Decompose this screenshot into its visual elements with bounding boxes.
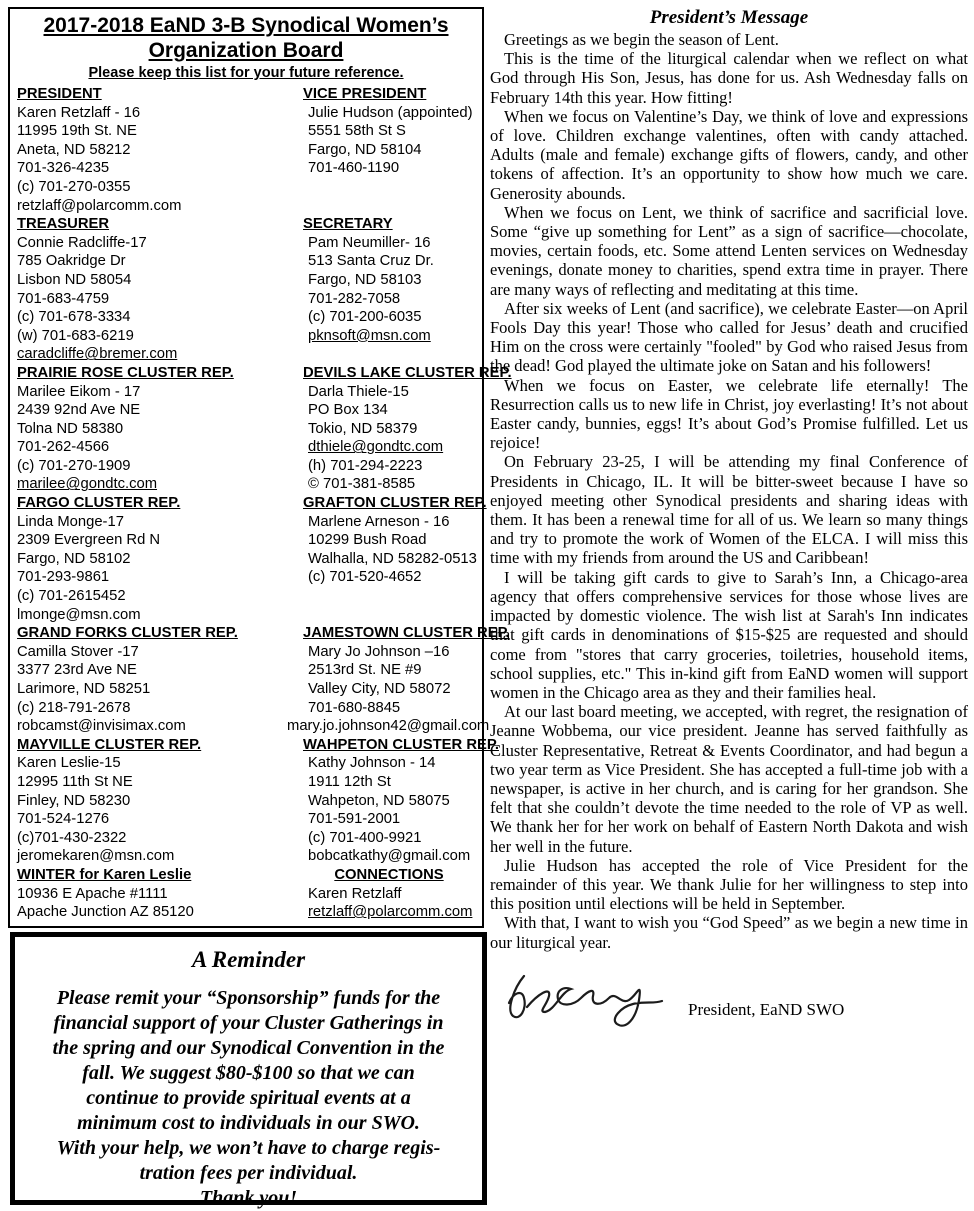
reminder-line: tration fees per individual.	[139, 1162, 358, 1184]
board-entry-line: Kathy Johnson - 14	[308, 755, 436, 772]
reminder-title: A Reminder	[191, 947, 306, 972]
message-paragraph: Julie Hudson has accepted the role of Vice President for the remainder of this year. We thank Julie for her willingness to step into this position until elections will be held in September.	[490, 855, 968, 914]
board-column-left	[17, 85, 303, 922]
board-entry	[17, 736, 303, 866]
board-entry-line: retzlaff@polarcomm.com	[17, 197, 182, 214]
board-entry	[303, 494, 487, 624]
board-entry-line: (c)701-430-2322	[17, 829, 127, 846]
board-entry-line	[303, 587, 475, 606]
reminder-body	[15, 986, 482, 1211]
board-subtitle: Please keep this list for your future reference.	[88, 65, 404, 81]
board-entry-line: 701-591-2001	[308, 811, 401, 828]
board-entry-line: 701-326-4235	[17, 160, 110, 177]
reminder-line: financial support of your Cluster Gatherings in	[53, 1012, 444, 1034]
board-entry-line: Walhalla, ND 58282-0513	[308, 550, 477, 567]
reminder-line: With your help, we won’t have to charge regis-	[56, 1137, 441, 1159]
board-entry-line: Linda Monge-17	[17, 513, 124, 530]
message-paragraph: When we focus on Lent, we think of sacrifice and sacrificial love. Some “give up something for Lent” as a sign of sacrifice—chocolate, movies, certain foods, etc. Some attend Lenten services on Wednesday evenings, donate money to charities, spend extra time in prayer. There are many ways of reflecting and meditating at this time.	[490, 202, 968, 299]
board-entry-line: Wahpeton, ND 58075	[308, 792, 450, 809]
signature-role-label: President, EaND SWO	[688, 999, 845, 1019]
message-paragraph: On February 23-25, I will be attending my final Conference of Presidents in Chicago, IL. It will be bitter-sweet because I have so enjoyed meeting other Synodical presidents and sharing ideas with them. It has been a renewal time for all of us. We learn so many things and try to promote the work of Women of the ELCA. I will miss this time with my friends from around the US and Caribbean!	[490, 452, 968, 568]
board-entry	[17, 866, 303, 922]
board-entry-line: (w) 701-683-6219	[17, 327, 134, 344]
board-entry	[303, 866, 475, 922]
email-text: pknsoft@msn.com	[308, 327, 431, 344]
board-entry	[17, 364, 303, 494]
board-entry-line: 12995 11th St NE	[17, 773, 133, 790]
board-columns	[17, 85, 512, 922]
board-entry-line: 10936 E Apache #1111	[17, 885, 168, 902]
board-entry-line: Darla Thiele-15	[308, 383, 409, 400]
board-entry-heading: WINTER for Karen Leslie	[17, 866, 192, 883]
reminder-line: continue to provide spiritual events at a	[86, 1087, 411, 1109]
board-entry	[287, 624, 510, 736]
board-entry-line	[303, 197, 475, 216]
board-entry-heading: MAYVILLE CLUSTER REP.	[17, 736, 202, 753]
board-entry-heading: TREASURER	[17, 216, 110, 233]
board-entry-heading: VICE PRESIDENT	[303, 86, 427, 102]
board-entry-line: 701-262-4566	[17, 439, 110, 456]
board-entry-heading: FARGO CLUSTER REP.	[17, 495, 181, 512]
board-entry-line: PO Box 134	[308, 402, 388, 419]
board-entry-line: Fargo, ND 58104	[308, 141, 422, 158]
board-entry-heading: WAHPETON CLUSTER REP.	[303, 736, 499, 753]
reminder-line: the spring and our Synodical Convention in the	[52, 1037, 445, 1059]
email-text: caradcliffe@bremer.com	[17, 346, 178, 363]
board-entry-line: 1911 12th St	[308, 773, 391, 790]
board-entry-line: (c) 701-678-3334	[17, 309, 131, 326]
board-entry-line: (h) 701-294-2223	[308, 457, 423, 474]
message-body	[490, 30, 968, 952]
message-paragraph: Greetings as we begin the season of Lent.	[504, 30, 779, 49]
board-entry-line: 11995 19th St. NE	[17, 123, 137, 140]
board-entry-line: Tolna ND 58380	[17, 420, 124, 437]
board-entry-heading: DEVILS LAKE CLUSTER REP.	[303, 364, 512, 381]
reminder-line: Thank you!	[199, 1187, 298, 1209]
signature-row	[490, 962, 968, 1036]
board-entry-line: mary.jo.johnson42@gmail.com	[287, 718, 490, 735]
board-entry-heading: CONNECTIONS	[334, 866, 444, 883]
message-paragraph: With that, I want to wish you “God Speed” as we begin a new time in our liturgical year.	[490, 913, 968, 952]
board-entry-heading: GRAFTON CLUSTER REP.	[303, 495, 487, 512]
board-entry-heading: SECRETARY	[303, 216, 393, 233]
board-entry-line: Mary Jo Johnson –16	[308, 643, 450, 660]
board-entry	[17, 215, 303, 364]
board-reference-card	[8, 7, 512, 928]
board-entry	[303, 85, 475, 215]
board-entry-line: Apache Junction AZ 85120	[17, 904, 194, 921]
board-entry	[303, 215, 475, 364]
board-entry-line: 2513rd St. NE #9	[308, 662, 422, 679]
board-entry	[303, 736, 499, 866]
board-entry-line: 701-680-8845	[308, 699, 401, 716]
board-entry	[17, 624, 303, 736]
board-entry-heading: JAMESTOWN CLUSTER REP.	[303, 625, 510, 642]
board-entry-line: Camilla Stover -17	[17, 643, 139, 660]
board-entry-line: 513 Santa Cruz Dr.	[308, 253, 434, 270]
board-entry-line: 701-460-1190	[308, 160, 400, 177]
board-entry-line: (c) 701-520-4652	[308, 569, 422, 586]
board-entry-line: Karen Retzlaff	[308, 885, 402, 902]
board-title-line2: Organization Board	[148, 39, 344, 62]
board-entry-line: lmonge@msn.com	[17, 606, 141, 623]
board-entry-line: (c) 218-791-2678	[17, 699, 131, 716]
board-entry-line: (c) 701-200-6035	[308, 309, 422, 326]
message-paragraph: When we focus on Easter, we celebrate life eternally! The Resurrection calls us to new life in Christ, joy everlasting! It’s not about Easter candy, bunnies, eggs! It’s about God’s Promise fulfilled. Let us rejoice!	[490, 375, 968, 453]
board-entry-line: Marlene Arneson - 16	[308, 513, 450, 530]
board-entry-line: 2439 92nd Ave NE	[17, 402, 141, 419]
board-entry-line: 2309 Evergreen Rd N	[17, 532, 161, 549]
board-entry	[303, 364, 512, 494]
board-entry-line: Fargo, ND 58102	[17, 550, 131, 567]
board-entry-line: Tokio, ND 58379	[308, 420, 418, 437]
board-entry-line: 701-282-7058	[308, 290, 401, 307]
reminder-line: fall. We suggest $80-$100 so that we can	[82, 1062, 415, 1084]
board-entry-line: Karen Retzlaff - 16	[17, 104, 141, 121]
board-entry-heading: GRAND FORKS CLUSTER REP.	[17, 625, 238, 642]
board-entry-line: 3377 23rd Ave NE	[17, 662, 137, 679]
board-entry-line	[303, 606, 475, 625]
board-entry-line: 701-524-1276	[17, 811, 110, 828]
board-entry-line: Marilee Eikom - 17	[17, 383, 141, 400]
board-entry-line: (c) 701-270-0355	[17, 178, 131, 195]
board-entry-line: 5551 58th St S	[308, 123, 406, 140]
board-entry-line: Julie Hudson (appointed)	[308, 104, 473, 121]
message-title: President’s Message	[649, 7, 809, 28]
board-title-line1: 2017-2018 EaND 3-B Synodical Women’s	[43, 14, 449, 37]
reminder-line: Please remit your “Sponsorship” funds for the	[56, 987, 441, 1009]
board-entry-line: (c) 701-400-9921	[308, 829, 422, 846]
board-entry-line: Fargo, ND 58103	[308, 271, 422, 288]
reminder-line: minimum cost to individuals in our SWO.	[77, 1112, 420, 1134]
board-entry-line: 701-683-4759	[17, 290, 110, 307]
board-column-right	[287, 85, 512, 922]
message-paragraph: I will be taking gift cards to give to Sarah’s Inn, a Chicago-area agency that offers comprehensive services for those whose lives are impacted by domestic violence. The wish list at Sarah's Inn indicates that gift cards in denominations of $15-$25 are requested and should come from "stores that carry groceries, toiletries, household items, school supplies, etc." This in-kind gift from EaND women will support women in the Chicago area as they and their families heal.	[490, 567, 968, 702]
board-entry-line: (c) 701-270-1909	[17, 457, 131, 474]
board-entry-line	[303, 345, 475, 364]
message-paragraph: After six weeks of Lent (and sacrifice), we celebrate Easter—on April Fools Day this year! Those who called for Jesus’ death and crucified Him on the cross were certainly "fooled" by God who raised Jesus from the dead! God played the ultimate joke on Satan and his followers!	[490, 298, 968, 376]
board-entry-heading: PRESIDENT	[17, 86, 102, 102]
board-entry-line: 10299 Bush Road	[308, 532, 427, 549]
presidents-message	[490, 6, 968, 1036]
board-entry-line: (c) 701-2615452	[17, 588, 126, 605]
board-entry-line: Pam Neumiller- 16	[308, 234, 431, 251]
karen-retzlaff-signature	[494, 962, 674, 1036]
message-paragraph: This is the time of the liturgical calendar when we reflect on what God through His Son, Jesus, has done for us. Ash Wednesday falls on February 14th this year. How fitting!	[490, 49, 968, 107]
message-paragraph: When we focus on Valentine’s Day, we think of love and expressions of love. Children exchange valentines, often with candy attached. Adults (male and female) exchange gifts of flowers, candy, and other tokens of affection. It’s an opportunity to show how much we care. Generosity abounds.	[490, 106, 968, 203]
board-entry-line: Lisbon ND 58054	[17, 271, 132, 288]
board-entry-line: Finley, ND 58230	[17, 792, 131, 809]
board-entry-line: robcamst@invisimax.com	[17, 718, 186, 735]
board-entry-line	[303, 178, 475, 197]
board-entry	[17, 494, 303, 624]
board-entry-heading: PRAIRIE ROSE CLUSTER REP.	[17, 364, 234, 381]
board-entry-line: © 701-381-8585	[308, 476, 416, 493]
board-entry-line: Larimore, ND 58251	[17, 681, 151, 697]
message-paragraph: At our last board meeting, we accepted, with regret, the resignation of Jeanne Wobbema, our vice president. Jeanne has served faithfully as Cluster Representative, Retreat & Events Coordinator, and had begun a two year term as Vice President. She has accepted a full-time job with a newspaper, is active in her church, and is caring for her grandson. She felt that she couldn’t devote the time needed to the role of VP as well. We thank her for her work on behalf of Eastern North Dakota and wish her well in the future.	[490, 702, 968, 856]
board-entry-line: 785 Oakridge Dr	[17, 253, 126, 270]
email-text: retzlaff@polarcomm.com	[308, 904, 473, 921]
board-entry-line: 701-293-9861	[17, 569, 110, 586]
reminder-box	[10, 932, 487, 1209]
board-entry-line: jeromekaren@msn.com	[17, 848, 175, 865]
board-entry-line: bobcatkathy@gmail.com	[308, 848, 471, 865]
board-entry	[17, 85, 303, 215]
board-entry-line: Valley City, ND 58072	[308, 681, 451, 697]
board-entry-line: Aneta, ND 58212	[17, 141, 131, 158]
board-entry-line: Connie Radcliffe-17	[17, 234, 147, 251]
email-text: dthiele@gondtc.com	[308, 439, 444, 456]
board-entry-line: Karen Leslie-15	[17, 755, 121, 772]
email-text: marilee@gondtc.com	[17, 476, 158, 493]
